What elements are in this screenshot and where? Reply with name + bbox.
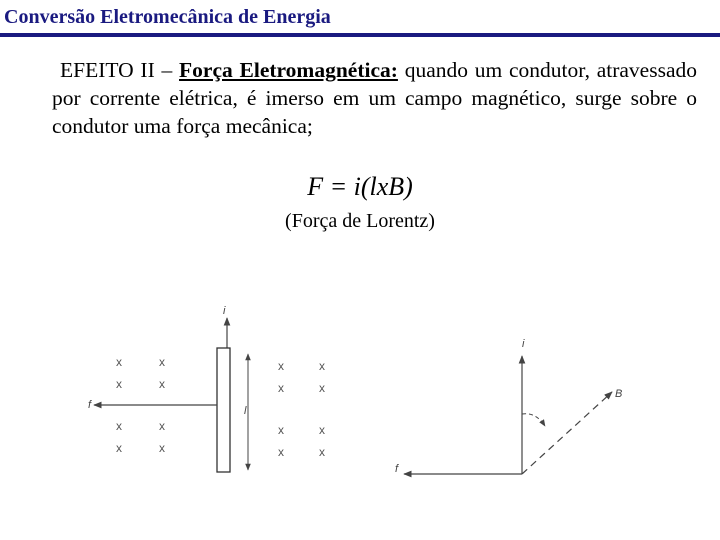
left-diagram	[88, 305, 325, 472]
cross-mark: x	[278, 359, 284, 373]
field-vector	[522, 392, 612, 474]
cross-mark: x	[319, 381, 325, 395]
rotation-arc	[522, 414, 545, 426]
effect-text: quando um condutor, atravessado por corrente elétrica, é imerso em um campo magnético, surge sobre o condutor uma força mecânica;	[52, 58, 697, 138]
current-vector-label: i	[522, 338, 525, 350]
current-label: i	[223, 305, 226, 317]
field-crosses	[116, 355, 325, 459]
cross-mark: x	[319, 445, 325, 459]
conductor-bar	[217, 348, 230, 472]
cross-mark: x	[319, 359, 325, 373]
cross-mark: x	[116, 441, 122, 455]
force-label: f	[88, 399, 92, 411]
length-label: l	[244, 405, 247, 417]
cross-mark: x	[116, 377, 122, 391]
page-title: Conversão Eletromecânica de Energia	[4, 6, 331, 28]
right-diagram	[395, 338, 622, 475]
cross-mark: x	[116, 419, 122, 433]
effect-term: Força Eletromagnética:	[179, 58, 398, 82]
cross-mark: x	[159, 441, 165, 455]
cross-mark: x	[159, 419, 165, 433]
cross-mark: x	[278, 381, 284, 395]
lorentz-caption: (Força de Lorentz)	[285, 210, 435, 232]
field-vector-label: B	[615, 388, 623, 400]
cross-mark: x	[116, 355, 122, 369]
effect-prefix: EFEITO II –	[60, 58, 180, 82]
cross-mark: x	[278, 445, 284, 459]
cross-mark: x	[159, 355, 165, 369]
force-vector-label: f	[395, 463, 399, 475]
cross-mark: x	[159, 377, 165, 391]
lorentz-formula: F = i(lxB)	[307, 172, 413, 201]
cross-mark: x	[278, 423, 284, 437]
cross-mark: x	[319, 423, 325, 437]
